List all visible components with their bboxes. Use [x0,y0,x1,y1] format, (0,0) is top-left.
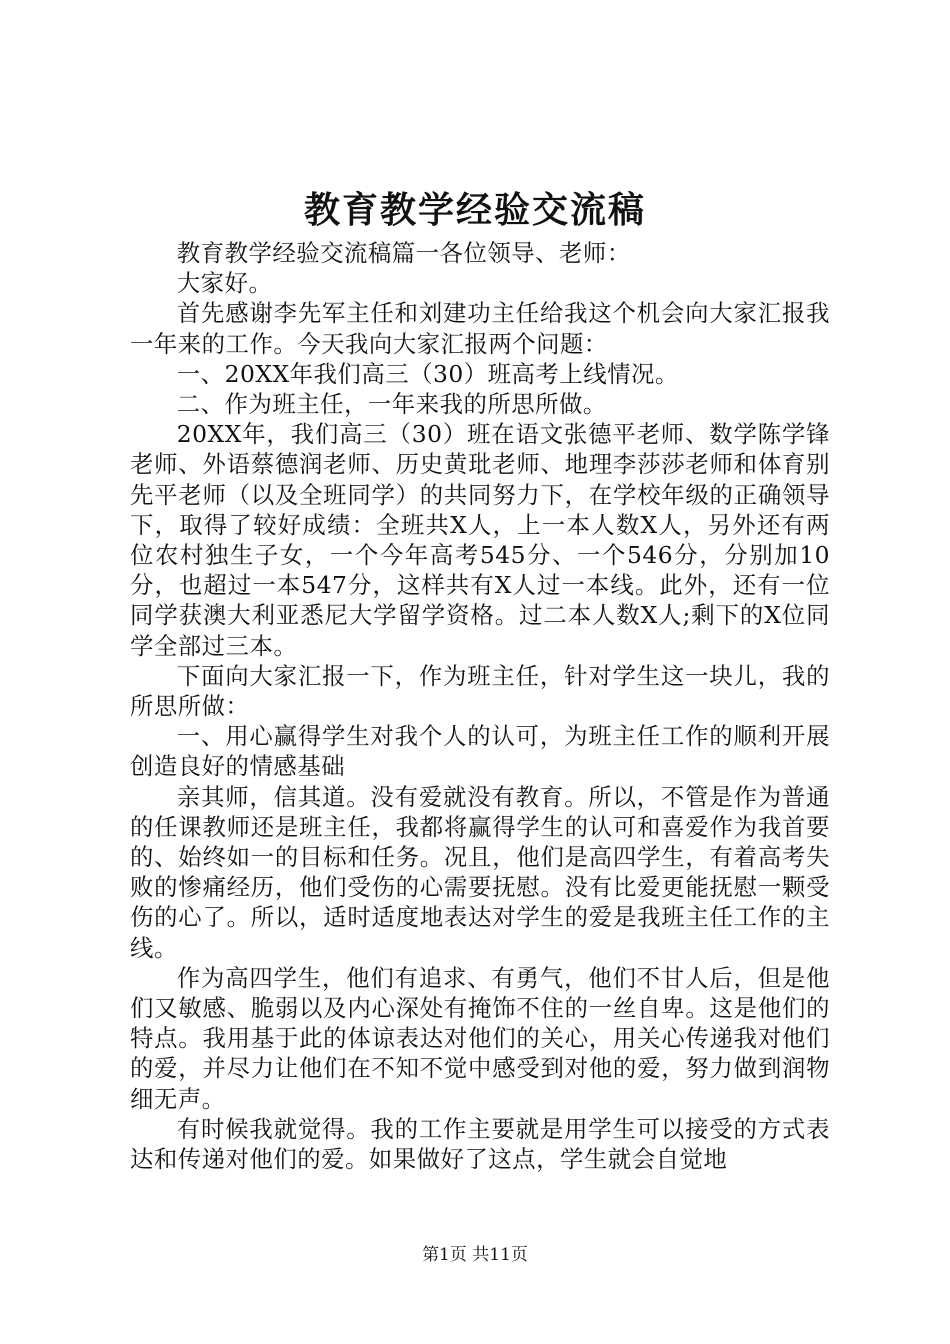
document-body [130,238,830,1174]
paragraph: 首先感谢李先军主任和刘建功主任给我这个机会向大家汇报我一年来的工作。今天我向大家汇报两个问题： [130,299,830,358]
paragraph: 作为高四学生，他们有追求、有勇气，他们不甘人后，但是他们又敏感、脆弱以及内心深处有掩饰不住的一丝自卑。这是他们的特点。我用基于此的体谅表达对他们的关心，用关心传递我对他们的爱，并尽力让他们在不知不觉中感受到对他的爱，努力做到润物细无声。 [130,963,830,1113]
paragraph: 20XX年，我们高三（30）班在语文张德平老师、数学陈学锋老师、外语蔡德润老师、历史黄玭老师、地理李莎莎老师和体育别先平老师（以及全班同学）的共同努力下，在学校年级的正确领导下，取得了较好成绩：全班共X人，上一本人数X人，另外还有两位农村独生子女，一个今年高考545分、一个546分，分别加10分，也超过一本547分，这样共有X人过一本线。此外，还有一位同学获澳大利亚悉尼大学留学资格。过二本人数X人;剩下的X位同学全部过三本。 [130,420,830,660]
paragraph: 一、20XX年我们高三（30）班高考上线情况。 [176,359,679,388]
paragraph: 教育教学经验交流稿篇一各位领导、老师： [176,239,631,267]
paragraph: 下面向大家汇报一下，作为班主任，针对学生这一块儿，我的所思所做： [130,661,830,721]
paragraph: 二、作为班主任，一年来我的所思所做。 [176,390,607,419]
paragraph: 有时候我就觉得。我的工作主要就是用学生可以接受的方式表达和传递对他们的爱。如果做好了这点，学生就会自觉地 [130,1114,830,1174]
document-title: 教育教学经验交流稿 [303,189,646,231]
section-heading: 一、用心赢得学生对我个人的认可，为班主任工作的顺利开展创造良好的情感基础 [130,722,830,781]
page-number-footer: 第1页 共11页 [422,1245,528,1265]
paragraph: 亲其师，信其道。没有爱就没有教育。所以，不管是作为普通的任课教师还是班主任，我都将赢得学生的认可和喜爱作为我首要的、始终如一的目标和任务。况且，他们是高四学生，有着高考失败的惨痛经历，他们受伤的心需要抚慰。没有比爱更能抚慰一颗受伤的心了。所以，适时适度地表达对学生的爱是我班主任工作的主线。 [130,782,830,962]
paragraph: 大家好。 [176,269,273,298]
